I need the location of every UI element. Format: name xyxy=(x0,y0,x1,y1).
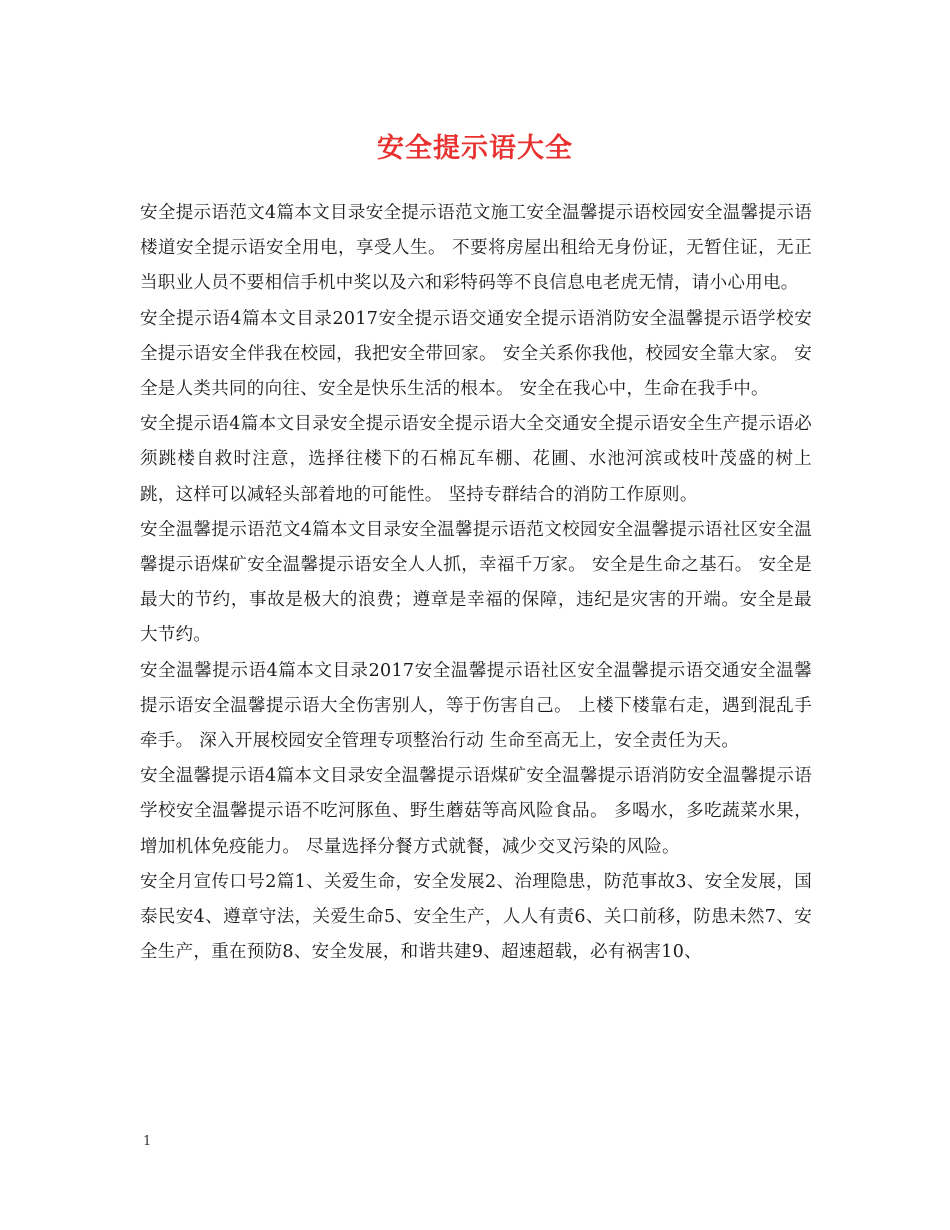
paragraph: 安全温馨提示语范文4篇本文目录安全温馨提示语范文校园安全温馨提示语社区安全温馨提示语煤矿安全温馨提示语安全人人抓，幸福千万家。 安全是生命之基石。 安全是最大的节约，事故是极大的浪费；遵章是幸福的保障，违纪是灾害的开端。安全是最大节约。 xyxy=(140,519,812,646)
paragraph: 安全提示语4篇本文目录2017安全提示语交通安全提示语消防安全温馨提示语学校安全提示语安全伴我在校园，我把安全带回家。 安全关系你我他，校园安全靠大家。 安全是人类共同的向往、安全是快乐生活的根本。 安全在我心中，生命在我手中。 xyxy=(140,308,812,400)
page-title: 安全提示语大全 xyxy=(377,133,573,164)
paragraph: 安全温馨提示语4篇本文目录安全温馨提示语煤矿安全温馨提示语消防安全温馨提示语学校安全温馨提示语不吃河豚鱼、野生蘑菇等高风险食品。 多喝水，多吃蔬菜水果，增加机体免疫能力。 尽量选择分餐方式就餐，减少交叉污染的风险。 xyxy=(140,766,812,857)
document-body xyxy=(140,196,812,970)
page-number: 1 xyxy=(143,1134,152,1149)
paragraph: 安全温馨提示语4篇本文目录2017安全温馨提示语社区安全温馨提示语交通安全温馨提示语安全温馨提示语大全伤害别人，等于伤害自己。 上楼下楼靠右走，遇到混乱手牵手。 深入开展校园安全管理专项整治行动 生命至高无上，安全责任为天。 xyxy=(140,660,812,752)
paragraph: 安全提示语4篇本文目录安全提示语安全提示语大全交通安全提示语安全生产提示语必须跳楼自救时注意，选择往楼下的石棉瓦车棚、花圃、水池河滨或枝叶茂盛的树上跳，这样可以减轻头部着地的可能性。 坚持专群结合的消防工作原则。 xyxy=(140,414,812,505)
paragraph: 安全月宣传口号2篇1、关爱生命，安全发展2、治理隐患，防范事故3、安全发展，国泰民安4、遵章守法，关爱生命5、安全生产，人人有责6、关口前移，防患未然7、安全生产，重在预防8、安全发展，和谐共建9、超速超载，必有祸害10、 xyxy=(140,871,812,963)
paragraph: 安全提示语范文4篇本文目录安全提示语范文施工安全温馨提示语校园安全温馨提示语楼道安全提示语安全用电，享受人生。 不要将房屋出租给无身份证，无暂住证，无正当职业人员不要相信手机中奖以及六和彩特码等不良信息电老虎无情，请小心用电。 xyxy=(140,203,812,294)
